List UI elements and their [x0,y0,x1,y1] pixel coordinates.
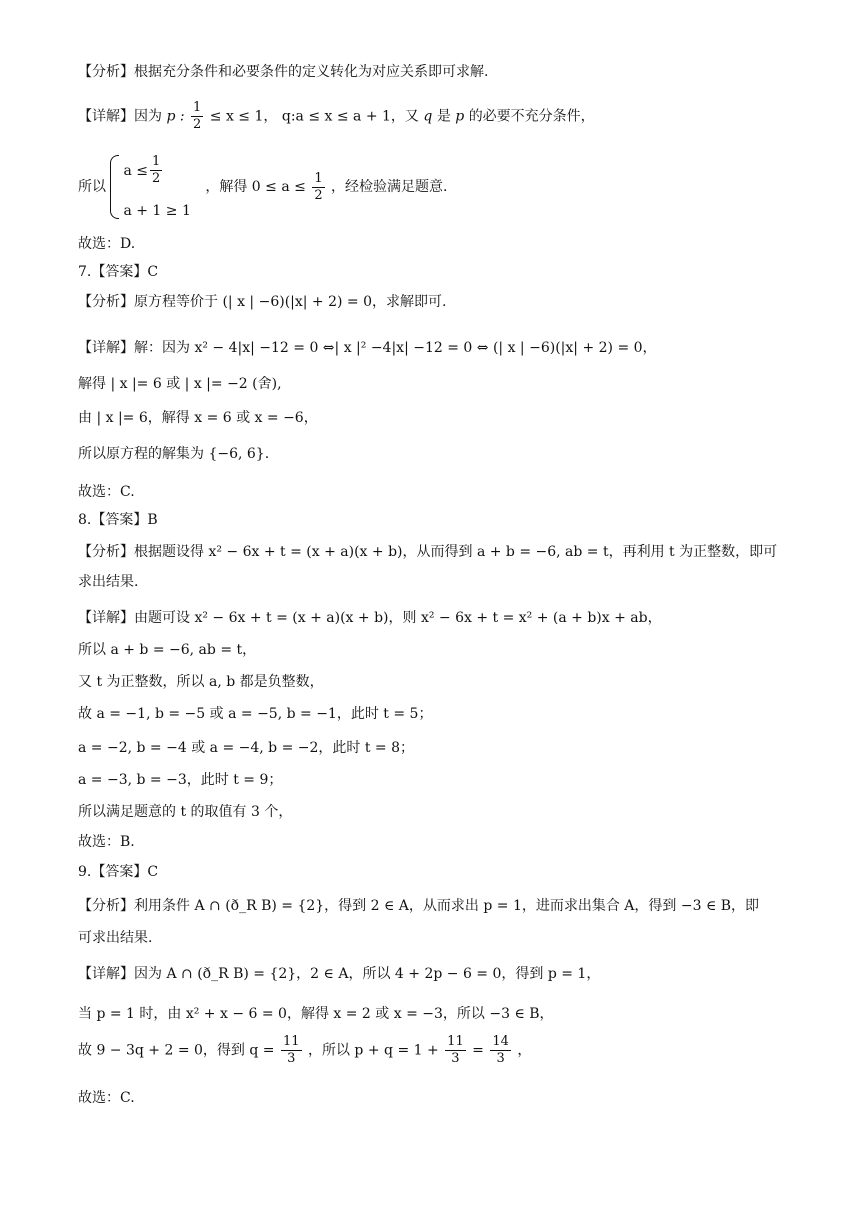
detail-line-6-1: 【详解】因为 p : $\frac{1}{2}$ ≤ x ≤ 1， q:a ≤ x ≤ a + 1，又 q 是 p 的必要不充分条件， [78,100,595,132]
fraction-fourteen-thirds: $\frac{14}{3}$ [492,1034,509,1066]
detail-line-7-2: 解得 | x |= 6 或 | x |= −2 (舍), [78,376,282,392]
system-row-2: a + 1 ≥ 1 [123,203,191,219]
choice-line-9: 故选：C. [78,1090,135,1106]
analysis-line-9-2: 可求出结果. [78,930,153,946]
analysis-line-8-1: 【分析】根据题设得 x² − 6x + t = (x + a)(x + b)，从而得到 a + b = −6, ab = t，再利用 t 为正整数，即可 [78,544,778,560]
detail-line-8-4: 故 a = −1, b = −5 或 a = −5, b = −1，此时 t = 5； [78,706,433,722]
detail-line-8-1: 【详解】由题可设 x² − 6x + t = (x + a)(x + b)，则 x² − 6x + t = x² + (a + b)x + ab， [78,610,662,626]
inequality-system [110,154,190,220]
detail-line-7-4: 所以原方程的解集为 {−6, 6}. [78,446,270,462]
left-brace [110,155,119,219]
choice-line-7: 故选：C. [78,484,135,500]
detail-line-7-3: 由 | x |= 6，解得 x = 6 或 x = −6， [78,410,318,426]
detail-line-7-1: 【详解】解：因为 x² − 4|x| −12 = 0 ⇔| x |² −4|x| −12 = 0 ⇔ (| x | −6)(|x| + 2) = 0， [78,340,657,356]
fraction-one-half: $\frac{1}{2}$ [193,100,202,132]
system-row-1: a ≤ $\frac{1}{2}$ [123,154,161,186]
detail-line-6-2: 所以 a ≤ $\frac{1}{2}$ a + 1 ≥ 1 ，解得 0 ≤ a ≤ $\frac{1}{2}$ ，经检验满足题意. [78,154,448,219]
detail-line-8-5: a = −2, b = −4 或 a = −4, b = −2，此时 t = 8； [78,740,415,756]
fraction-eleven-thirds: $\frac{11}{3}$ [282,1034,300,1066]
detail-line-9-3: 故 9 − 3q + 2 = 0，得到 q = $\frac{11}{3}$ ，所以 p + q = 1 + $\frac{11}{3}$ = $\frac{14}{3}$ ， [78,1034,532,1066]
analysis-line-6: 【分析】根据充分条件和必要条件的定义转化为对应关系即可求解. [78,64,489,80]
analysis-line-7: 【分析】原方程等价于 (| x | −6)(|x| + 2) = 0，求解即可. [78,294,447,310]
detail-line-9-1: 【详解】因为 A ∩ (ð_R B) = {2}，2 ∈ A，所以 4 + 2p − 6 = 0，得到 p = 1， [78,966,601,982]
detail-line-8-6: a = −3, b = −3，此时 t = 9； [78,772,283,788]
fraction-one-half-system: $\frac{1}{2}$ [151,154,161,186]
choice-line-8: 故选：B. [78,834,135,850]
answer-heading-8: 8.【答案】B [78,512,158,528]
detail-line-8-7: 所以满足题意的 t 的取值有 3 个， [78,804,293,820]
fraction-one-half-result: $\frac{1}{2}$ [314,170,323,203]
choice-line-6: 故选：D. [78,236,136,252]
detail-line-8-2: 所以 a + b = −6, ab = t， [78,642,257,658]
detail-line-8-3: 又 t 为正整数，所以 a, b 都是负整数， [78,674,324,690]
answer-heading-9: 9.【答案】C [78,864,159,880]
analysis-line-8-2: 求出结果. [78,574,139,590]
analysis-line-9-1: 【分析】利用条件 A ∩ (ð_R B) = {2}，得到 2 ∈ A，从而求出 p = 1，进而求出集合 A，得到 −3 ∈ B，即 [78,898,760,914]
answer-heading-7: 7.【答案】C [78,264,159,280]
fraction-eleven-thirds-sum: $\frac{11}{3}$ [447,1034,464,1066]
detail-line-9-2: 当 p = 1 时，由 x² + x − 6 = 0，解得 x = 2 或 x = −3，所以 −3 ∈ B， [78,1006,554,1022]
